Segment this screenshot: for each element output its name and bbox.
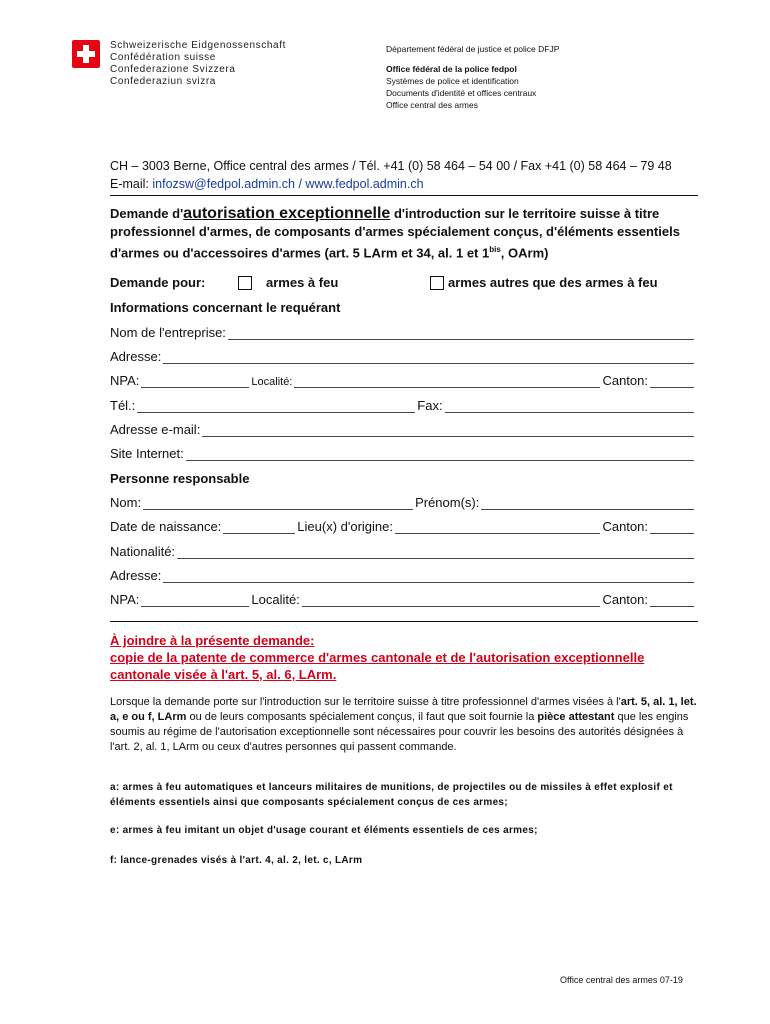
field-site[interactable] <box>186 447 694 461</box>
label-entreprise: Nom de l'entreprise: <box>110 325 226 340</box>
divider-2 <box>110 621 698 622</box>
option-armes-feu: armes à feu <box>266 275 339 290</box>
label-npa-personne: NPA: <box>110 592 140 607</box>
contact-block <box>110 157 672 193</box>
title-pre: Demande d' <box>110 206 184 221</box>
confederation-rm: Confederaziun svizra <box>110 76 216 87</box>
label-fax: Fax: <box>417 398 443 413</box>
confederation-names <box>110 40 286 88</box>
label-nom: Nom: <box>110 495 142 510</box>
field-adresse-personne[interactable] <box>163 569 694 583</box>
field-localite-personne[interactable] <box>302 593 601 607</box>
label-prenom: Prénom(s): <box>415 495 480 510</box>
email-link[interactable]: infozsw@fedpol.admin.ch <box>152 177 295 191</box>
field-canton-personne[interactable] <box>650 520 694 534</box>
link-separator: / <box>295 177 306 191</box>
joindre-heading: À joindre à la présente demande: <box>110 633 315 648</box>
field-npa[interactable] <box>141 374 249 388</box>
label-localite: Localité: <box>251 376 293 388</box>
divider <box>110 195 698 196</box>
field-naissance[interactable] <box>223 520 295 534</box>
website-link[interactable]: www.fedpol.admin.ch <box>305 177 424 191</box>
para-bold-2: pièce attestant <box>537 711 615 723</box>
label-email: Adresse e-mail: <box>110 422 201 437</box>
footer-text: Office central des armes 07-19 <box>560 975 683 985</box>
office-line-1: Systèmes de police et identification <box>386 76 519 86</box>
field-nom[interactable] <box>143 496 413 510</box>
title-sup: bis <box>489 245 501 254</box>
label-localite-personne: Localité: <box>251 592 300 607</box>
label-tel: Tél.: <box>110 398 136 413</box>
demande-row <box>110 272 696 290</box>
title-text: d'introduction sur le territoire suisse à titre professionnel d'armes, de composants d'armes spécialement conçus, d'éléments essentiels d'armes ou d'accessoires d'armes (art. 5 LArm et 34, al. 1 et 1 <box>110 206 680 261</box>
section-requerant: Informations concernant le requérant <box>110 300 341 315</box>
row-npa-personne <box>110 589 696 607</box>
note-f: f: lance-grenades visés à l'art. 4, al. 2, let. c, LArm <box>110 855 363 866</box>
row-nom <box>110 492 696 510</box>
field-email[interactable] <box>202 423 694 437</box>
row-adresse <box>110 346 696 364</box>
section-personne: Personne responsable <box>110 471 250 486</box>
note-e: e: armes à feu imitant un objet d'usage courant et éléments essentiels de ces armes; <box>110 825 538 836</box>
field-prenom[interactable] <box>481 496 694 510</box>
demande-label: Demande pour: <box>110 275 206 290</box>
field-fax[interactable] <box>445 399 694 413</box>
label-nationalite: Nationalité: <box>110 544 176 559</box>
field-npa-personne[interactable] <box>141 593 249 607</box>
label-adresse: Adresse: <box>110 349 162 364</box>
field-localite[interactable] <box>294 374 600 388</box>
title-end: , OArm) <box>500 245 549 261</box>
label-origine: Lieu(x) d'origine: <box>297 519 393 534</box>
field-origine[interactable] <box>395 520 600 534</box>
field-adresse[interactable] <box>163 350 694 364</box>
office-name: Office fédéral de la police fedpol <box>386 64 517 74</box>
para-bold-1: art. 5, al. 1, let. a, e ou f, LArm <box>110 696 697 723</box>
field-nationalite[interactable] <box>177 545 694 559</box>
label-canton-personne: Canton: <box>602 519 648 534</box>
label-naissance: Date de naissance: <box>110 519 222 534</box>
joindre-text: copie de la patente de commerce d'armes cantonale et de l'autorisation exceptionnelle cantonale visée à l'art. 5, al. 6, LArm. <box>110 650 645 682</box>
field-tel[interactable] <box>137 399 415 413</box>
option-armes-autres: armes autres que des armes à feu <box>448 275 658 290</box>
office-line-2: Documents d'identité et offices centraux <box>386 88 537 98</box>
row-adresse-personne <box>110 565 696 583</box>
confederation-fr: Confédération suisse <box>110 52 216 63</box>
note-a: a: armes à feu automatiques et lanceurs militaires de munitions, de projectiles ou de missiles à effet explosif et éléments essentiels ainsi que composants spécialement conçus de ces armes; <box>110 782 673 808</box>
row-nationalite <box>110 541 696 559</box>
email-label: E-mail: <box>110 177 153 191</box>
field-canton[interactable] <box>650 374 694 388</box>
joindre-block <box>110 632 702 683</box>
department-name: Département fédéral de justice et police DFJP <box>386 44 560 54</box>
swiss-flag-icon <box>72 40 100 68</box>
label-site: Site Internet: <box>110 446 184 461</box>
para-part-2: ou de leurs composants spécialement conçus, il faut que soit fournie la <box>186 711 538 723</box>
checkbox-armes-feu[interactable] <box>238 276 252 290</box>
row-email <box>110 419 696 437</box>
contact-address: CH – 3003 Berne, Office central des armes / Tél. +41 (0) 58 464 – 54 00 / Fax +41 (0) 58 464 – 79 48 <box>110 159 672 173</box>
confederation-de: Schweizerische Eidgenossenschaft <box>110 40 286 51</box>
row-naissance <box>110 516 696 534</box>
row-site <box>110 443 696 461</box>
checkbox-armes-autres[interactable] <box>430 276 444 290</box>
explanation-paragraph <box>110 695 700 755</box>
para-part-3: que les engins soumis au régime de l'autorisation exceptionnelle sont nécessaires pour couvrir les besoins des autorités désignées à l'art. 2, al. 1, LArm ou ceux d'autres personnes qui passent commande. <box>110 711 689 753</box>
row-npa <box>110 370 696 388</box>
para-part-1: Lorsque la demande porte sur l'introduction sur le territoire suisse à titre professionnel d'armes visées à l' <box>110 696 621 708</box>
field-canton2-personne[interactable] <box>650 593 694 607</box>
office-line-3: Office central des armes <box>386 100 478 110</box>
title-highlight: autorisation exceptionnelle <box>183 205 391 222</box>
row-entreprise <box>110 322 696 340</box>
department-block <box>386 43 559 111</box>
label-npa: NPA: <box>110 373 140 388</box>
label-canton2-personne: Canton: <box>602 592 648 607</box>
form-title <box>110 205 700 262</box>
field-entreprise[interactable] <box>228 326 694 340</box>
confederation-it: Confederazione Svizzera <box>110 64 236 75</box>
label-canton: Canton: <box>602 373 648 388</box>
label-adresse-personne: Adresse: <box>110 568 162 583</box>
row-tel <box>110 395 696 413</box>
